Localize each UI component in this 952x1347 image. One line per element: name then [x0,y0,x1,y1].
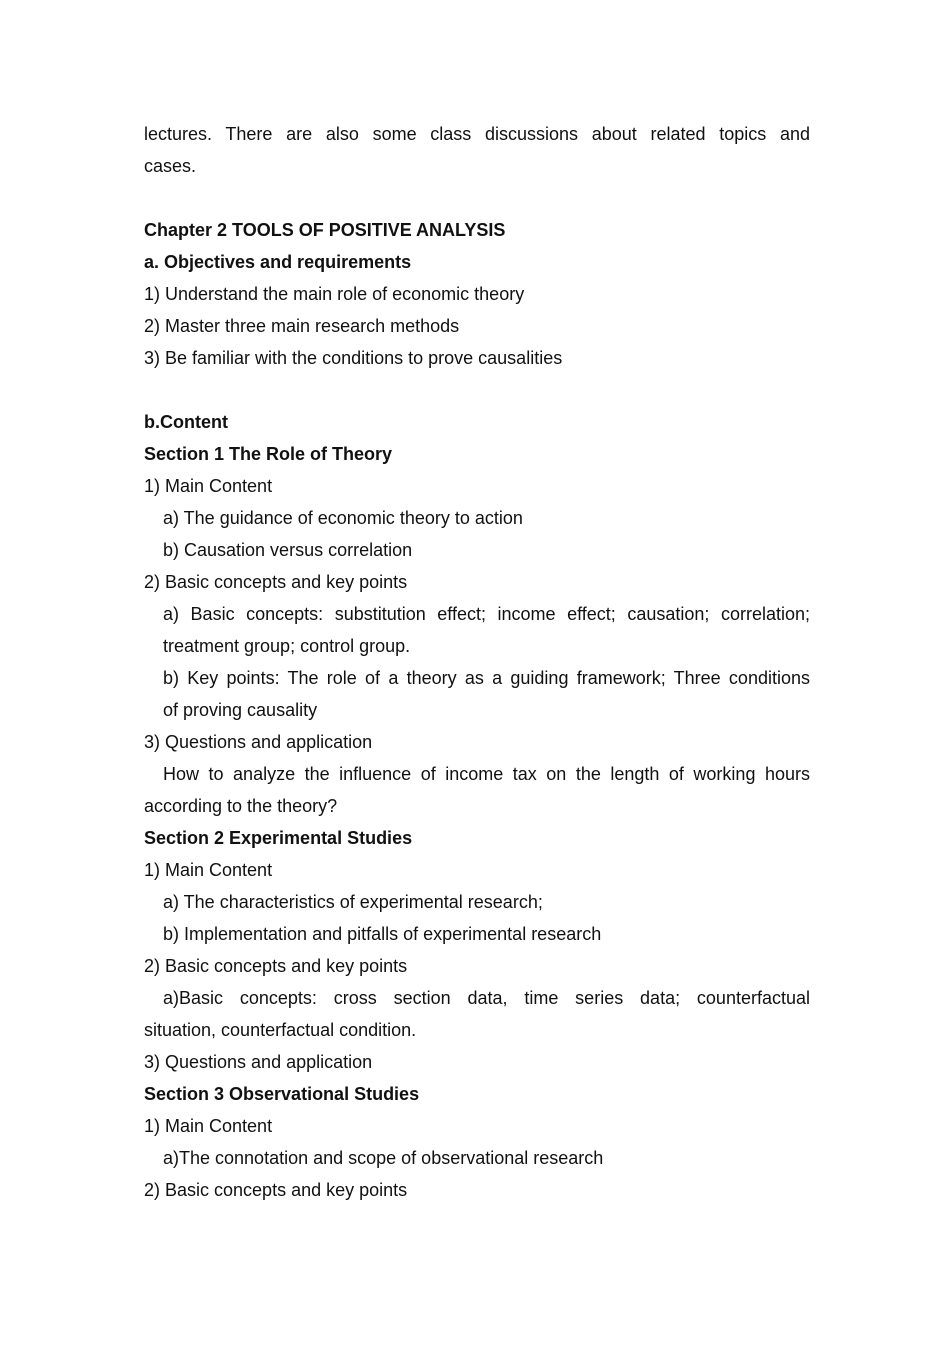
objective-item-2: 2) Master three main research methods [144,316,460,336]
section1-question-line2: according to the theory? [144,796,338,816]
section3-heading: Section 3 Observational Studies [144,1084,420,1104]
section1-bc-a-line2: treatment group; control group. [163,636,411,656]
section2-questions: 3) Questions and application [144,1052,373,1072]
objective-item-3: 3) Be familiar with the conditions to prove causalities [144,348,563,368]
content-heading: b.Content [144,412,228,432]
section1-heading: Section 1 The Role of Theory [144,444,393,464]
section1-bc-b-line2: of proving causality [163,700,318,720]
section2-bc-a-line1: a)Basic concepts: cross section data, time series data; counterfactual [163,988,810,1008]
intro-line-2: cases. [144,156,197,176]
objective-item-1: 1) Understand the main role of economic theory [144,284,525,304]
section2-basic: 2) Basic concepts and key points [144,956,408,976]
section1-basic: 2) Basic concepts and key points [144,572,408,592]
section1-mc-b: b) Causation versus correlation [163,540,413,560]
section2-mc-a: a) The characteristics of experimental research; [163,892,543,912]
chapter-title: Chapter 2 TOOLS OF POSITIVE ANALYSIS [144,220,506,240]
section1-questions: 3) Questions and application [144,732,373,752]
section2-mc-b: b) Implementation and pitfalls of experimental research [163,924,602,944]
section2-heading: Section 2 Experimental Studies [144,828,413,848]
section3-mc-a: a)The connotation and scope of observational research [163,1148,604,1168]
section1-mc-a: a) The guidance of economic theory to action [163,508,523,528]
section1-bc-a-line1: a) Basic concepts: substitution effect; income effect; causation; correlation; [163,604,810,624]
section1-main-content: 1) Main Content [144,476,273,496]
section2-bc-a-line2: situation, counterfactual condition. [144,1020,417,1040]
objectives-heading: a. Objectives and requirements [144,252,412,272]
intro-line-1: lectures. There are also some class discussions about related topics and [144,124,810,144]
section1-question-line1: How to analyze the influence of income tax on the length of working hours [163,764,810,784]
section2-main-content: 1) Main Content [144,860,273,880]
section3-main-content: 1) Main Content [144,1116,273,1136]
section3-basic: 2) Basic concepts and key points [144,1180,408,1200]
section1-bc-b-line1: b) Key points: The role of a theory as a guiding framework; Three conditions [163,668,810,688]
